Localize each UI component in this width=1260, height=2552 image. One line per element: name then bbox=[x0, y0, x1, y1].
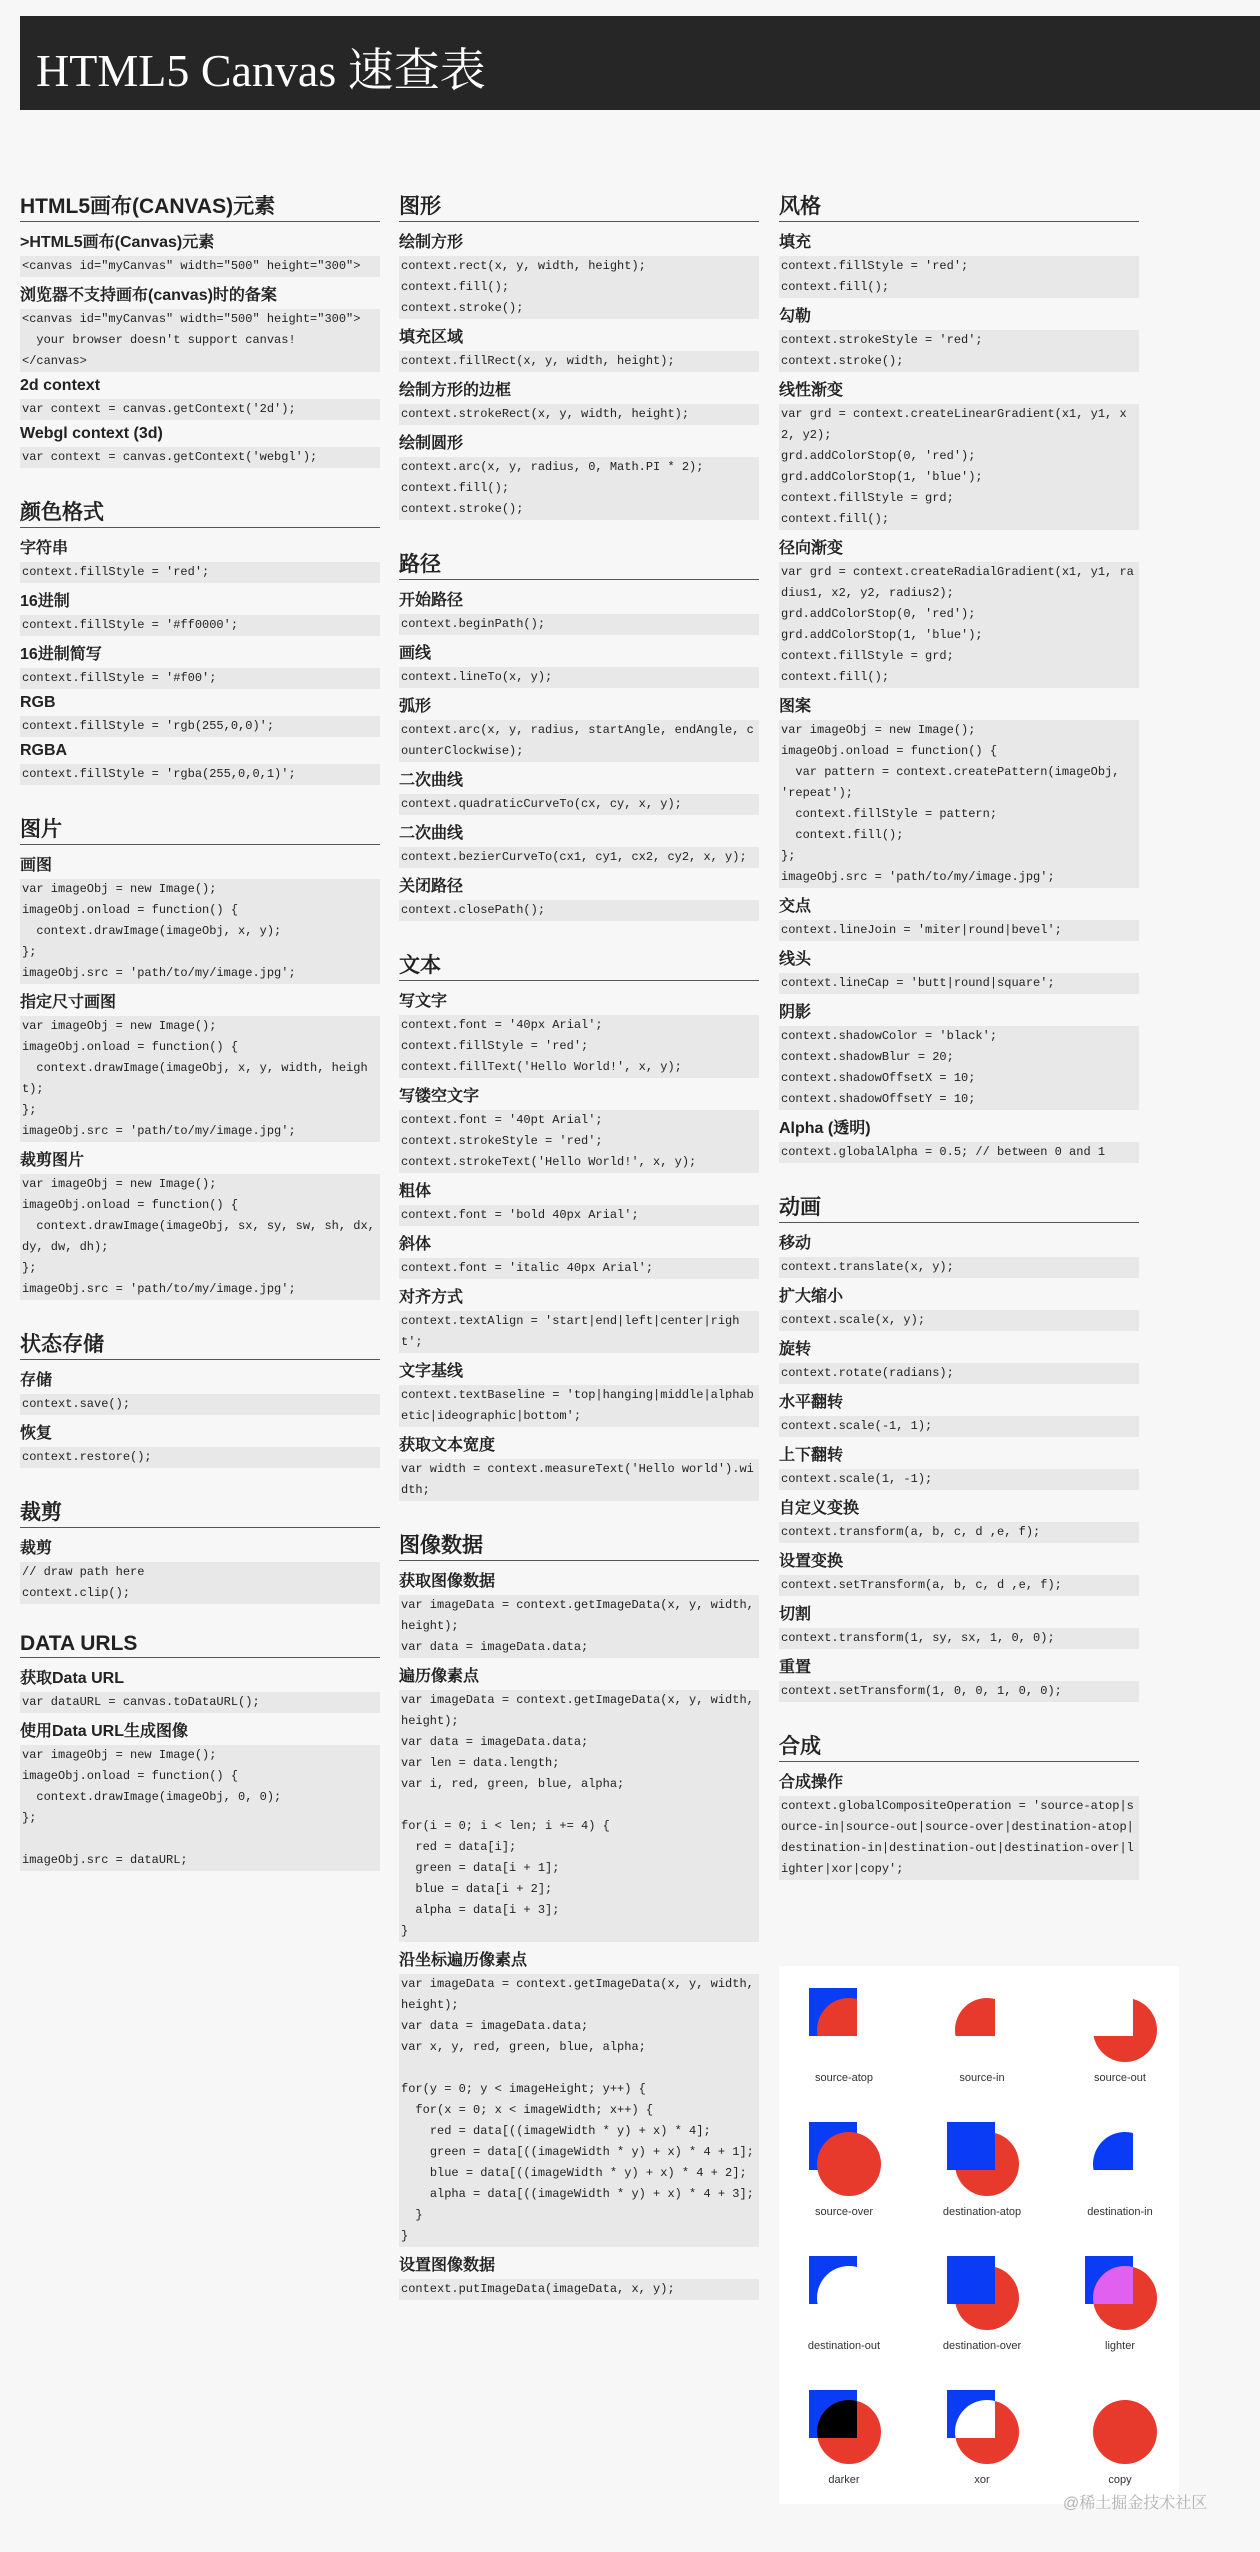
section-title: 风格 bbox=[779, 190, 1139, 222]
composite-shape-xor bbox=[927, 2382, 1037, 2472]
composite-example-darker bbox=[789, 2382, 899, 2492]
composite-example-xor bbox=[927, 2382, 1037, 2492]
code-snippet: context.beginPath(); bbox=[399, 614, 759, 635]
section-title: 颜色格式 bbox=[20, 496, 380, 528]
item-title: 绘制方形 bbox=[399, 234, 464, 251]
code-snippet: context.arc(x, y, radius, startAngle, endAngle, counterClockwise); bbox=[399, 720, 759, 762]
code-snippet: context.lineJoin = 'miter|round|bevel'; bbox=[779, 920, 1139, 941]
code-snippet: context.translate(x, y); bbox=[779, 1257, 1139, 1278]
item-title: 阴影 bbox=[779, 1004, 812, 1021]
composite-example-destination-in bbox=[1065, 2114, 1175, 2224]
item-title: 获取图像数据 bbox=[399, 1573, 496, 1590]
item-title: 获取文本宽度 bbox=[399, 1437, 496, 1454]
composite-example-destination-over bbox=[927, 2248, 1037, 2358]
item-title: 裁剪图片 bbox=[20, 1152, 85, 1169]
code-snippet: context.transform(1, sy, sx, 1, 0, 0); bbox=[779, 1628, 1139, 1649]
item-title: RGBA bbox=[20, 742, 68, 759]
composite-label: copy bbox=[1108, 2474, 1132, 2486]
item-title: 存储 bbox=[20, 1372, 53, 1389]
composite-label: xor bbox=[974, 2474, 990, 2486]
section bbox=[399, 548, 759, 921]
code-snippet: var imageData = context.getImageData(x, y, width, height); var data = imageData.data; bbox=[399, 1595, 759, 1658]
code-snippet: context.fillStyle = 'red'; context.fill(); bbox=[779, 256, 1139, 298]
item-title: 二次曲线 bbox=[399, 772, 464, 789]
section bbox=[20, 1328, 380, 1468]
item-title: 径向渐变 bbox=[779, 540, 844, 557]
composite-label: destination-in bbox=[1087, 2206, 1153, 2218]
section-title: 路径 bbox=[399, 548, 759, 580]
code-snippet: context.rotate(radians); bbox=[779, 1363, 1139, 1384]
code-snippet: context.strokeRect(x, y, width, height); bbox=[399, 404, 759, 425]
item-title: 重置 bbox=[779, 1659, 812, 1676]
item-title: >HTML5画布(Canvas)元素 bbox=[20, 234, 215, 251]
column-1 bbox=[20, 190, 380, 1899]
item-title: 指定尺寸画图 bbox=[20, 994, 117, 1011]
column-3 bbox=[779, 190, 1139, 1908]
composite-label: source-over bbox=[814, 2206, 874, 2218]
code-snippet: context.setTransform(1, 0, 0, 1, 0, 0); bbox=[779, 1681, 1139, 1702]
code-snippet: var imageData = context.getImageData(x, y, width, height); var data = imageData.data; var x, y, red, green, blue, alpha; for(y = 0; y < imageHeight; y++) { for(x = 0; x < imageWidth; x++) { red = data[((imageWidth * y) + x) * 4]; green = data[((imageWidth * y) + x) * 4 + 1]; blue = data[((imageWidth * y) + x) * 4 + 2]; alpha = data[((imageWidth * y) + x) * 4 + 3]; } } bbox=[399, 1974, 759, 2247]
composite-example-lighter bbox=[1065, 2248, 1175, 2358]
code-snippet: context.lineCap = 'butt|round|square'; bbox=[779, 973, 1139, 994]
section bbox=[399, 190, 759, 520]
item-title: 扩大缩小 bbox=[779, 1288, 844, 1305]
item-title: 恢复 bbox=[20, 1425, 53, 1442]
code-snippet: var context = canvas.getContext('webgl'); bbox=[20, 447, 380, 468]
code-snippet: <canvas id="myCanvas" width="500" height="300"> bbox=[20, 256, 380, 277]
item-title: 字符串 bbox=[20, 540, 69, 557]
code-snippet: <canvas id="myCanvas" width="500" height="300"> your browser doesn't support canvas! </canvas> bbox=[20, 309, 380, 372]
section bbox=[20, 190, 380, 468]
item-title: 裁剪 bbox=[20, 1540, 53, 1557]
section bbox=[779, 1730, 1139, 1880]
item-title: 水平翻转 bbox=[779, 1394, 844, 1411]
section bbox=[399, 1529, 759, 2300]
code-snippet: var grd = context.createRadialGradient(x1, y1, radius1, x2, y2, radius2); grd.addColorStop(0, 'red'); grd.addColorStop(1, 'blue'); context.fillStyle = grd; context.fill(); bbox=[779, 562, 1139, 688]
code-snippet: var imageObj = new Image(); imageObj.onload = function() { context.drawImage(imageObj, sx, sy, sw, sh, dx, dy, dw, dh); }; imageObj.src = 'path/to/my/image.jpg'; bbox=[20, 1174, 380, 1300]
section bbox=[20, 496, 380, 785]
item-title: 写文字 bbox=[399, 993, 448, 1010]
code-snippet: context.lineTo(x, y); bbox=[399, 667, 759, 688]
section-title: DATA URLS bbox=[20, 1632, 380, 1658]
item-title: 二次曲线 bbox=[399, 825, 464, 842]
section bbox=[20, 813, 380, 1300]
code-snippet: context.fillStyle = 'rgb(255,0,0)'; bbox=[20, 716, 380, 737]
code-snippet: context.arc(x, y, radius, 0, Math.PI * 2); context.fill(); context.stroke(); bbox=[399, 457, 759, 520]
item-title: 线性渐变 bbox=[779, 382, 844, 399]
item-title: 设置图像数据 bbox=[399, 2257, 496, 2274]
composite-example-copy bbox=[1065, 2382, 1175, 2492]
composite-operations-figure bbox=[779, 1966, 1179, 2504]
code-snippet: context.putImageData(imageData, x, y); bbox=[399, 2279, 759, 2300]
item-title: 合成操作 bbox=[779, 1774, 844, 1791]
code-snippet: context.scale(x, y); bbox=[779, 1310, 1139, 1331]
item-title: 绘制圆形 bbox=[399, 435, 464, 452]
composite-shape-source-out bbox=[1065, 1980, 1175, 2070]
item-title: 遍历像素点 bbox=[399, 1668, 480, 1685]
composite-label: source-atop bbox=[814, 2072, 874, 2084]
composite-label: destination-out bbox=[807, 2340, 881, 2352]
section bbox=[399, 949, 759, 1501]
section-title: 裁剪 bbox=[20, 1496, 380, 1528]
code-snippet: context.textBaseline = 'top|hanging|middle|alphabetic|ideographic|bottom'; bbox=[399, 1385, 759, 1427]
section-title: 动画 bbox=[779, 1191, 1139, 1223]
code-snippet: context.setTransform(a, b, c, d ,e, f); bbox=[779, 1575, 1139, 1596]
section-title: HTML5画布(CANVAS)元素 bbox=[20, 190, 380, 222]
code-snippet: context.strokeStyle = 'red'; context.stroke(); bbox=[779, 330, 1139, 372]
code-snippet: context.font = '40pt Arial'; context.strokeStyle = 'red'; context.strokeText('Hello World!', x, y); bbox=[399, 1110, 759, 1173]
composite-shape-source-in bbox=[927, 1980, 1037, 2070]
code-snippet: var imageObj = new Image(); imageObj.onload = function() { context.drawImage(imageObj, x, y); }; imageObj.src = 'path/to/my/image.jpg'; bbox=[20, 879, 380, 984]
item-title: Alpha (透明) bbox=[779, 1120, 871, 1137]
item-title: 文字基线 bbox=[399, 1363, 464, 1380]
section-title: 图片 bbox=[20, 813, 380, 845]
code-snippet: context.restore(); bbox=[20, 1447, 380, 1468]
item-title: 浏览器不支持画布(canvas)时的备案 bbox=[20, 287, 277, 304]
code-snippet: context.fillStyle = '#ff0000'; bbox=[20, 615, 380, 636]
item-title: 移动 bbox=[779, 1235, 812, 1252]
composite-shape-copy bbox=[1065, 2382, 1175, 2472]
code-snippet: context.rect(x, y, width, height); context.fill(); context.stroke(); bbox=[399, 256, 759, 319]
item-title: 16进制 bbox=[20, 593, 70, 610]
composite-label: lighter bbox=[1105, 2340, 1135, 2352]
item-title: Webgl context (3d) bbox=[20, 425, 163, 442]
code-snippet: context.globalCompositeOperation = 'source-atop|source-in|source-out|source-over|destination-atop|destination-in|destination-out|destination-over|lighter|xor|copy'; bbox=[779, 1796, 1139, 1880]
composite-shape-darker bbox=[789, 2382, 899, 2472]
column-2 bbox=[399, 190, 759, 2328]
item-title: 弧形 bbox=[399, 698, 432, 715]
item-title: 线头 bbox=[779, 951, 812, 968]
item-title: 斜体 bbox=[399, 1236, 432, 1253]
code-snippet: context.font = '40px Arial'; context.fillStyle = 'red'; context.fillText('Hello World!', x, y); bbox=[399, 1015, 759, 1078]
item-title: 填充区域 bbox=[399, 329, 464, 346]
item-title: 2d context bbox=[20, 377, 101, 394]
code-snippet: context.scale(-1, 1); bbox=[779, 1416, 1139, 1437]
item-title: 填充 bbox=[779, 234, 812, 251]
composite-shape-destination-atop bbox=[927, 2114, 1037, 2204]
composite-label: darker bbox=[828, 2474, 860, 2486]
section bbox=[779, 190, 1139, 1163]
code-snippet: var imageObj = new Image(); imageObj.onload = function() { context.drawImage(imageObj, x, y, width, height); }; imageObj.src = 'path/to/my/image.jpg'; bbox=[20, 1016, 380, 1142]
item-title: 图案 bbox=[779, 698, 812, 715]
code-snippet: context.save(); bbox=[20, 1394, 380, 1415]
section-title: 图像数据 bbox=[399, 1529, 759, 1561]
code-snippet: var dataURL = canvas.toDataURL(); bbox=[20, 1692, 380, 1713]
item-title: 获取Data URL bbox=[20, 1670, 125, 1687]
watermark: @稀土掘金技术社区 bbox=[1063, 2495, 1208, 2512]
section-title: 状态存储 bbox=[20, 1328, 380, 1360]
item-title: 交点 bbox=[779, 898, 812, 915]
item-title: 16进制简写 bbox=[20, 646, 102, 663]
composite-shape-destination-in bbox=[1065, 2114, 1175, 2204]
item-title: 勾勒 bbox=[779, 308, 812, 325]
composite-example-source-out bbox=[1065, 1980, 1175, 2090]
item-title: 写镂空文字 bbox=[399, 1088, 480, 1105]
section bbox=[20, 1496, 380, 1604]
composite-label: source-in bbox=[959, 2072, 1005, 2084]
code-snippet: var grd = context.createLinearGradient(x1, y1, x2, y2); grd.addColorStop(0, 'red'); grd.addColorStop(1, 'blue'); context.fillStyle = grd; context.fill(); bbox=[779, 404, 1139, 530]
item-title: 开始路径 bbox=[399, 592, 464, 609]
item-title: 设置变换 bbox=[779, 1553, 844, 1570]
item-title: 关闭路径 bbox=[399, 878, 464, 895]
code-snippet: context.fillStyle = 'rgba(255,0,0,1)'; bbox=[20, 764, 380, 785]
code-snippet: context.closePath(); bbox=[399, 900, 759, 921]
composite-shape-source-atop bbox=[789, 1980, 899, 2070]
item-title: 画图 bbox=[20, 857, 53, 874]
composite-example-destination-out bbox=[789, 2248, 899, 2358]
composite-label: destination-over bbox=[942, 2340, 1022, 2352]
composite-label: source-out bbox=[1094, 2072, 1146, 2084]
page-title: HTML5 Canvas 速查表 bbox=[36, 45, 486, 96]
composite-example-source-atop bbox=[789, 1980, 899, 2090]
code-snippet: context.scale(1, -1); bbox=[779, 1469, 1139, 1490]
code-snippet: context.font = 'bold 40px Arial'; bbox=[399, 1205, 759, 1226]
code-snippet: var imageData = context.getImageData(x, y, width, height); var data = imageData.data; var len = data.length; var i, red, green, blue, alpha; for(i = 0; i < len; i += 4) { red = data[i]; green = data[i + 1]; blue = data[i + 2]; alpha = data[i + 3]; } bbox=[399, 1690, 759, 1942]
composite-shape-destination-out bbox=[789, 2248, 899, 2338]
code-snippet: var width = context.measureText('Hello world').width; bbox=[399, 1459, 759, 1501]
item-title: 使用Data URL生成图像 bbox=[20, 1723, 189, 1740]
section bbox=[779, 1191, 1139, 1702]
code-snippet: context.quadraticCurveTo(cx, cy, x, y); bbox=[399, 794, 759, 815]
code-snippet: // draw path here context.clip(); bbox=[20, 1562, 380, 1604]
item-title: 画线 bbox=[399, 645, 432, 662]
section-title: 图形 bbox=[399, 190, 759, 222]
item-title: 切割 bbox=[779, 1606, 812, 1623]
code-snippet: var imageObj = new Image(); imageObj.onload = function() { context.drawImage(imageObj, 0, 0); }; imageObj.src = dataURL; bbox=[20, 1745, 380, 1871]
code-snippet: var context = canvas.getContext('2d'); bbox=[20, 399, 380, 420]
item-title: 粗体 bbox=[399, 1183, 432, 1200]
code-snippet: context.textAlign = 'start|end|left|center|right'; bbox=[399, 1311, 759, 1353]
composite-shape-destination-over bbox=[927, 2248, 1037, 2338]
section-title: 文本 bbox=[399, 949, 759, 981]
item-title: 绘制方形的边框 bbox=[399, 382, 512, 399]
composite-shape-source-over bbox=[789, 2114, 899, 2204]
item-title: 对齐方式 bbox=[399, 1289, 464, 1306]
item-title: RGB bbox=[20, 694, 56, 711]
composite-example-source-in bbox=[927, 1980, 1037, 2090]
code-snippet: context.font = 'italic 40px Arial'; bbox=[399, 1258, 759, 1279]
item-title: 旋转 bbox=[779, 1341, 812, 1358]
composite-shape-lighter bbox=[1065, 2248, 1175, 2338]
section bbox=[20, 1632, 380, 1871]
code-snippet: context.bezierCurveTo(cx1, cy1, cx2, cy2, x, y); bbox=[399, 847, 759, 868]
composite-example-destination-atop bbox=[927, 2114, 1037, 2224]
composite-example-source-over bbox=[789, 2114, 899, 2224]
code-snippet: context.shadowColor = 'black'; context.shadowBlur = 20; context.shadowOffsetX = 10; context.shadowOffsetY = 10; bbox=[779, 1026, 1139, 1110]
code-snippet: context.fillStyle = '#f00'; bbox=[20, 668, 380, 689]
item-title: 沿坐标遍历像素点 bbox=[399, 1952, 528, 1969]
item-title: 上下翻转 bbox=[779, 1447, 844, 1464]
code-snippet: context.fillRect(x, y, width, height); bbox=[399, 351, 759, 372]
title-bar bbox=[20, 16, 1260, 110]
code-snippet: context.transform(a, b, c, d ,e, f); bbox=[779, 1522, 1139, 1543]
section-title: 合成 bbox=[779, 1730, 1139, 1762]
code-snippet: context.globalAlpha = 0.5; // between 0 and 1 bbox=[779, 1142, 1139, 1163]
composite-label: destination-atop bbox=[942, 2206, 1022, 2218]
code-snippet: var imageObj = new Image(); imageObj.onload = function() { var pattern = context.createPattern(imageObj, 'repeat'); context.fillStyle = pattern; context.fill(); }; imageObj.src = 'path/to/my/image.jpg'; bbox=[779, 720, 1139, 888]
item-title: 自定义变换 bbox=[779, 1500, 860, 1517]
code-snippet: context.fillStyle = 'red'; bbox=[20, 562, 380, 583]
